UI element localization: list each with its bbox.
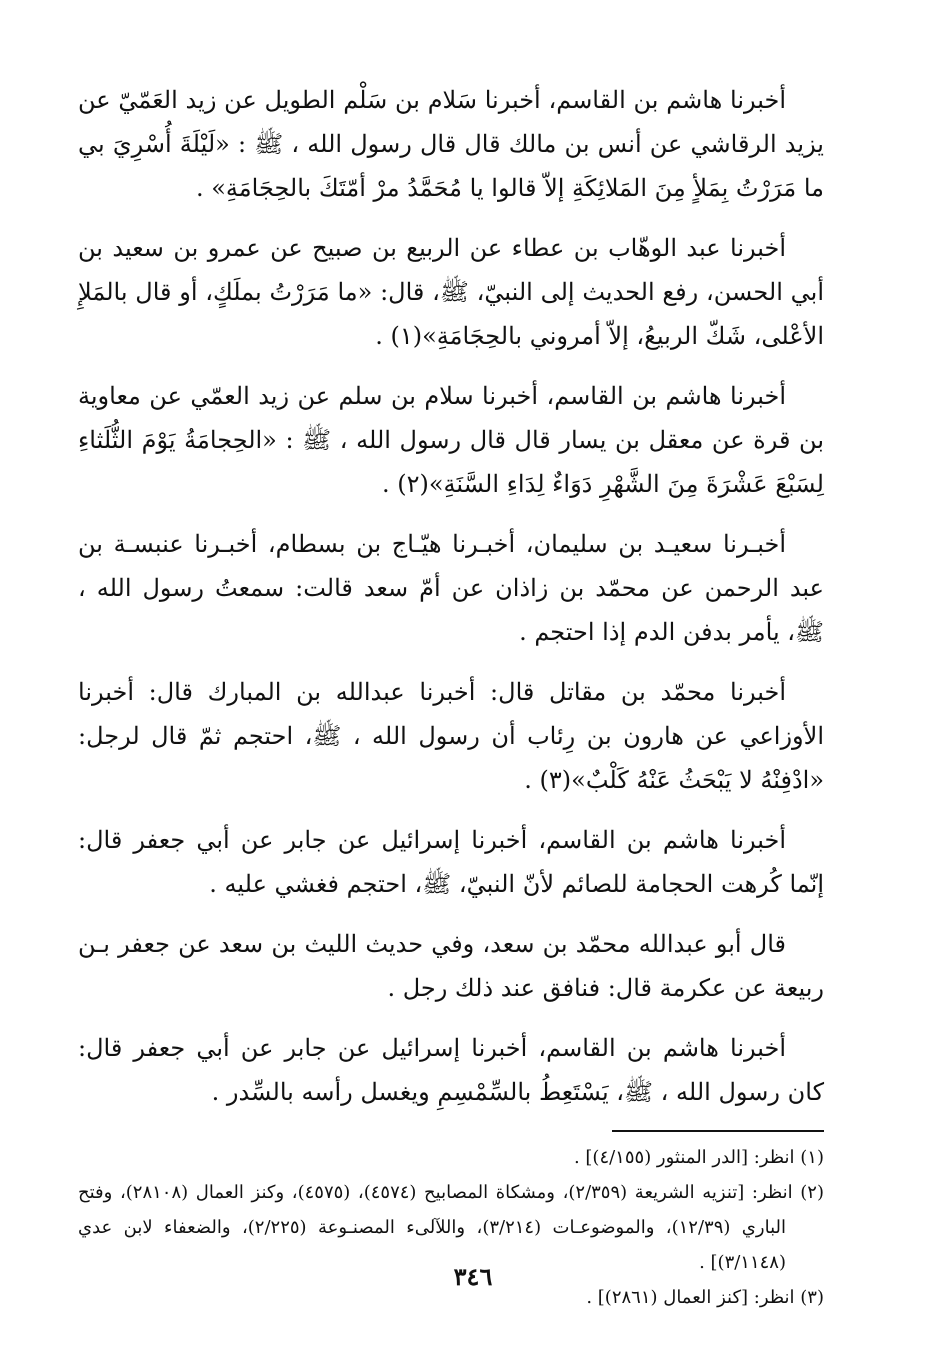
paragraph-3: أخبرنا هاشم بن القاسم، أخبرنا سلام بن سلم عن زيد العمّي عن معاوية بن قرة عن معقل بن يسار قال قال رسول الله ، ﷺ : «الحِجامَةُ يَوْمَ الثُّلَثاءِ لِسَبْعَ عَشْرَةَ مِنَ الشَّهْرِ دَوَاءٌ لِدَاءِ السَّنَةِ»(٢) . xyxy=(78,382,824,498)
paragraph-1: أخبرنا هاشم بن القاسم، أخبرنا سَلام بن سَلْم الطويل عن زيد العَمّيّ عن يزيد الرقاشي عن أنس بن مالك قال قال رسول الله ، ﷺ : «لَيْلَةَ أُسْرِيَ بي ما مَرَرْتُ بِمَلأٍ مِنَ المَلائِكَةِ إلاّ قالوا يا مُحَمَّدُ مرْ أمّتَكَ بالحِجَامَةِ» . xyxy=(78,86,824,202)
paragraph-7: قال أبو عبدالله محمّد بن سعد، وفي حديث الليث بن سعد عن جعفر بـن ربيعة عن عكرمة قال: فنافق عند ذلك رجل . xyxy=(78,930,824,1002)
footnote-divider xyxy=(612,1130,824,1132)
paragraph-2: أخبرنا عبد الوهّاب بن عطاء عن الربيع بن صبيح عن عمرو بن سعيد بن أبي الحسن، رفع الحديث إلى النبيّ، ﷺ، قال: «ما مَرَرْتُ بملَكٍ، أو قال بالمَلإِ الأعْلى، شَكّ الربيعُ، إلاّ أمروني بالحِجَامَةِ»(١) . xyxy=(78,234,824,350)
paragraph-4: أخبـرنا سعيـد بن سليمان، أخبـرنا هيّـاج بن بسطام، أخبـرنا عنبسـة بن عبد الرحمن عن محمّد بن زاذان عن أمّ سعد قالت: سمعتُ رسول الله ، ﷺ، يأمر بدفن الدم إذا احتجم . xyxy=(78,530,824,646)
page-number: ٣٤٦ xyxy=(453,1262,493,1291)
paragraph-5: أخبرنا محمّد بن مقاتل قال: أخبرنا عبدالله بن المبارك قال: أخبرنا الأوزاعي عن هارون بن رِئاب أن رسول الله ، ﷺ، احتجم ثمّ قال لرجل: «ادْفِنْهُ لا يَبْحَثُ عَنْهُ كَلْبٌ»(٣) . xyxy=(78,678,824,794)
footnote-2: (٢) انظر: [تنزيه الشريعة (٢/٣٥٩)، ومشكاة المصابيح (٤٥٧٤)، (٤٥٧٥)، وكنز العمال (٢٨١٠٨)، وفتح الباري (١٢/٣٩)، والموضوعـات (٣/٢١٤)، واللآلىء المصنـوعة (٢/٢٢٥)، والضعفاء لابن عدي (٣/١١٤٨)] . xyxy=(78,1182,824,1273)
paragraph-6: أخبرنا هاشم بن القاسم، أخبرنا إسرائيل عن جابر عن أبي جعفر قال: إنّما كُرهت الحجامة للصائم لأنّ النبيّ، ﷺ، احتجم فغشي عليه . xyxy=(78,826,824,898)
main-text xyxy=(78,78,824,1114)
paragraph-8: أخبرنا هاشم بن القاسم، أخبرنا إسرائيل عن جابر عن أبي جعفر قال: كان رسول الله ، ﷺ، يَسْتَعِطُ بالسِّمْسِمِ ويغسل رأسه بالسِّدر . xyxy=(78,1034,824,1106)
footnote-1: (١) انظر: [الدر المنثور (٤/١٥٥)] . xyxy=(573,1147,824,1168)
footnote-3: (٣) انظر: [كنز العمال (٢٨٦١)] . xyxy=(586,1287,824,1308)
